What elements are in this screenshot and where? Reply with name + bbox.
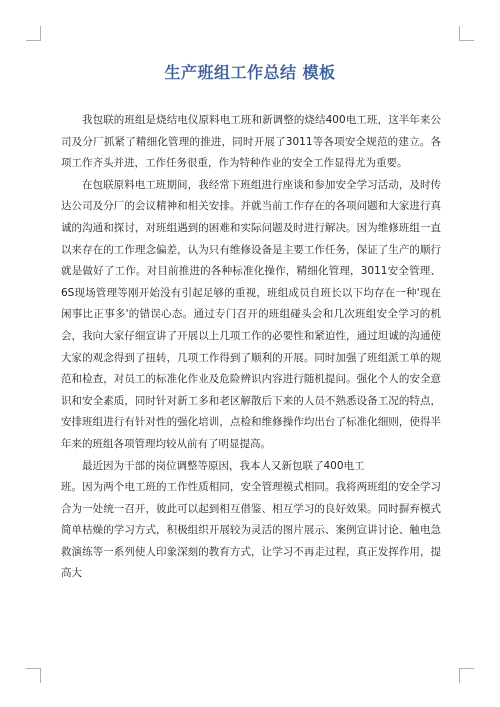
document-body bbox=[61, 110, 441, 585]
crop-mark-top-right bbox=[459, 26, 474, 41]
paragraph-2: 在包联原料电工班期间，我经常下班组进行座谈和参加安全学习活动，及时传达公司及分厂的会议精神和相关安排。并就当前工作存在的各项问题和大家进行真诚的沟通和探讨，对班组遇到的困难和实际问题及时进行解决。因为维修班组一直以来存在的工作理念偏差，认为只有维修设备是主要工作任务，保证了生产的顺行就是做好了工作。对目前推进的各种标准化操作，精细化管理，3011安全管理、6S现场管理等刚开始没有引起足够的重视，班组成员自班长以下均存在一种'现在闲事比正事多'的错误心态。通过专门召开的班组碰头会和几次班组安全学习的机会，我向大家仔细宣讲了开展以上几项工作的必要性和紧迫性，通过坦诚的沟通使大家的观念得到了扭转，几项工作得到了顺利的开展。同时加强了班组派工单的规范和检查，对员工的标准化作业及危险辨识内容进行随机提问。强化个人的安全意识和安全素质，同时针对新工多和老区解散后下来的人员不熟悉设备工况的特点，安排班组进行有针对性的强化培训，点检和维修操作均出台了标准化细则，使得半年来的班组各项管理均较从前有了明显提高。 bbox=[61, 178, 441, 450]
paragraph-4: 班。因为两个电工班的工作性质相同，安全管理模式相同。我将两班组的安全学习合为一处统一召开，彼此可以起到相互借鉴、相互学习的良好效果。同时摒弃模式简单枯燥的学习方式，积极组织开展较为灵活的图片展示、案例宣讲讨论、触电急救演练等一系列使人印象深刻的教育方式，让学习不再走过程，真正发挥作用，提高大 bbox=[61, 481, 441, 580]
page-title: 生产班组工作总结 模板 bbox=[164, 63, 336, 82]
crop-mark-top-left bbox=[26, 26, 41, 41]
paragraph-1: 我包联的班组是烧结电仪原料电工班和新调整的烧结400电工班，这半年来公司及分厂抓紧了精细化管理的推进，同时开展了3011等各项安全规范的建立。各项工作齐头并进，工作任务很重，作为特种作业的安全工作显得尤为重要。 bbox=[61, 114, 441, 170]
crop-mark-bottom-left bbox=[26, 668, 41, 683]
crop-mark-bottom-right bbox=[459, 668, 474, 683]
paragraph-3: 最近因为干部的岗位调整等原因，我本人又新包联了400电工 bbox=[82, 459, 365, 472]
